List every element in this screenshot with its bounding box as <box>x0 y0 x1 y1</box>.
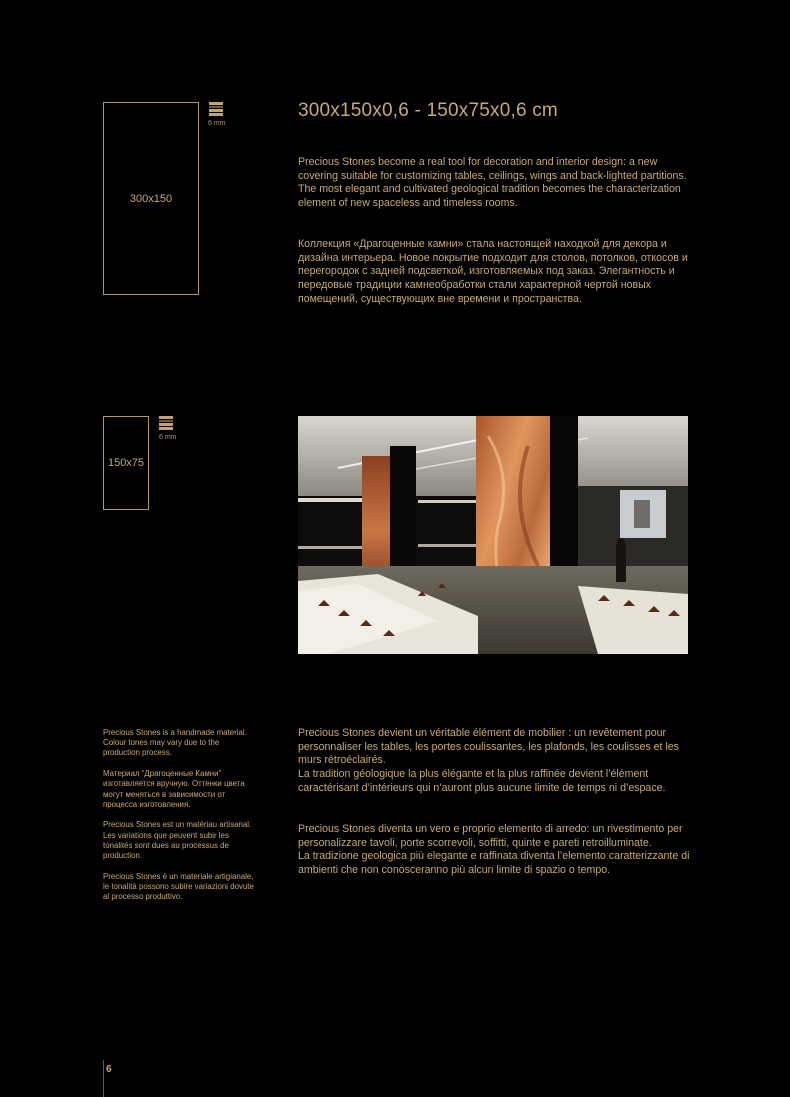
note-ru: Материал “Драгоценные Камни” изготавляется вручную. Оттенки цвета могут меняться в зависимости от процесса изготовления. <box>103 769 245 809</box>
material-notes <box>103 728 258 913</box>
note-fr: Precious Stones est un matériau artisanal. Les variations que peuvent subir les tonalités sont dues au processus de production. <box>103 820 252 861</box>
description-en <box>298 156 690 211</box>
tile-large-diagram <box>103 102 199 295</box>
tile-large-label: 300x150 <box>129 192 173 205</box>
note-it: Precious Stones è un materiale artigianale, le tonalità possono subire variazioni dovute al processo produttivo. <box>103 871 254 902</box>
note-en: Precious Stones is a handmade material. Colour tones may vary due to the production process. <box>103 728 247 758</box>
paragraph-it-1: Precious Stones diventa un vero e proprio elemento di arredo: un rivestimento per personalizzare tavoli, porte scorrevoli, soffitti, quinte e pareti retroilluminate. <box>298 823 683 849</box>
page-title: 300x150x0,6 - 150x75x0,6 cm <box>298 100 558 121</box>
paragraph-ru: Коллекция «Драгоценные камни» стала настоящей находкой для декора и дизайна интерьера. Новое покрытие подходит для столов, потолков, откосов и перегородок с задней подсветкой, изготовляемых под заказ. Элегантность и передовые традиции камнеобработки стали характерной чертой новых помещений, существующих вне времени и пространства. <box>298 238 688 305</box>
restaurant-interior-photo <box>298 416 688 654</box>
paragraph-en: Precious Stones become a real tool for decoration and interior design: a new covering suitable for customizing tables, ceilings, wings and back-lighted partitions. The most elegant and cultivated geological tradition becomes the characterization element of new spaceless and timeless rooms. <box>298 156 687 210</box>
paragraph-fr-1: Precious Stones devient un véritable élément de mobilier : un revêtement pour personnaliser les tables, les portes coulissantes, les plafonds, les coulisses et les murs rétroéclairés. <box>298 727 679 767</box>
description-ru <box>298 238 690 307</box>
paragraph-it-2: La tradizione geologica più elegante e raffinata diventa l’elemento caratterizzante di ambienti che non conosceranno più alcun limite di spazio o tempo. <box>298 850 690 877</box>
page-number: 6 <box>106 1064 112 1075</box>
tile-small-label: 150x75 <box>107 457 145 469</box>
thickness-icon <box>159 416 173 431</box>
page-number-rule <box>103 1060 104 1097</box>
description-it <box>298 823 693 878</box>
thickness-icon <box>209 102 223 117</box>
paragraph-fr-2: La tradition géologique la plus élégante et la plus raffinée devient l’élément caractérisant d’intérieurs qui n’auront plus aucune limite de temps ni d’espace. <box>298 768 666 794</box>
tile-large-thickness: 6 mm <box>208 120 226 127</box>
description-fr <box>298 727 693 796</box>
tile-small-diagram <box>103 416 149 510</box>
tile-small-thickness: 6 mm <box>159 434 177 441</box>
